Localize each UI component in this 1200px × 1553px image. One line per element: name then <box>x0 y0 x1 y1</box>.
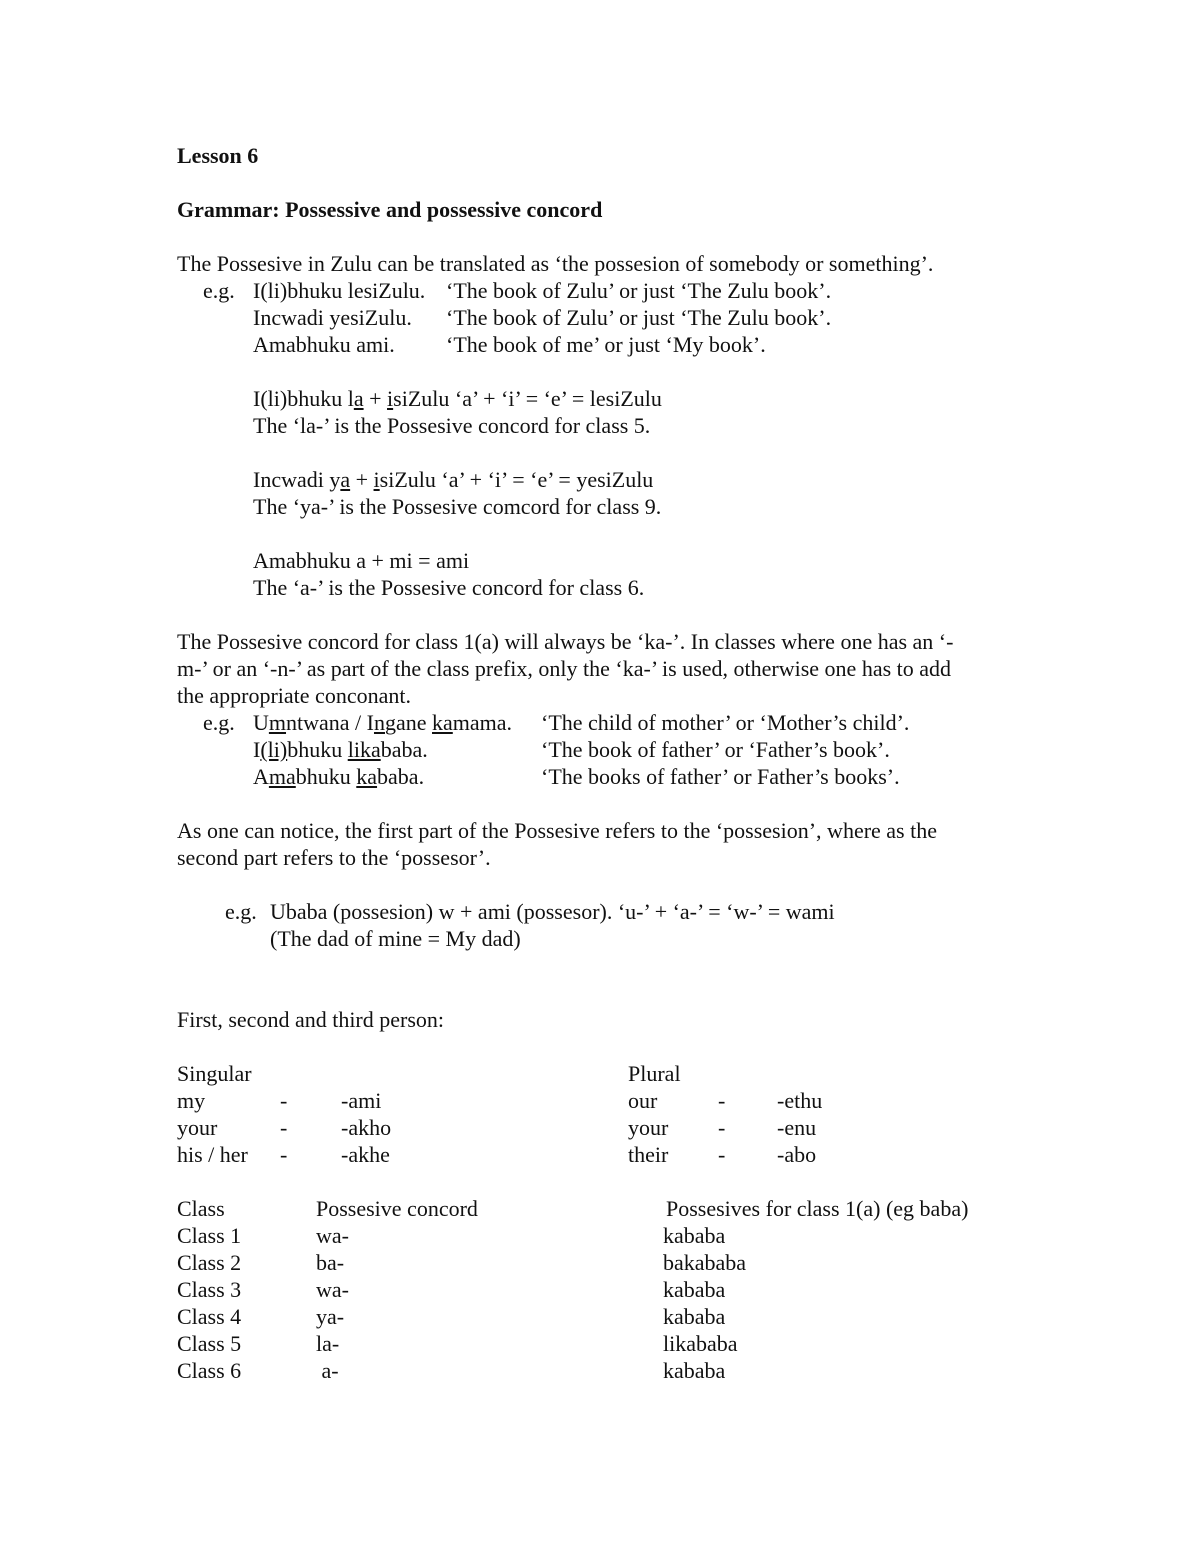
person-word: your <box>177 1115 218 1140</box>
example-zulu: I(li)bhuku likababa. <box>253 737 428 762</box>
person-dash: - <box>280 1088 288 1113</box>
person-word: our <box>628 1088 658 1113</box>
example-zulu: I(li)bhuku lesiZulu. <box>253 278 426 303</box>
person-dash: - <box>280 1115 288 1140</box>
table-cell: kababa <box>663 1304 726 1329</box>
table-header: Possesive concord <box>316 1196 478 1221</box>
table-cell: Class 1 <box>177 1223 242 1248</box>
table-cell: kababa <box>663 1358 726 1383</box>
concord-vowel: a <box>353 386 364 411</box>
paragraph-line: second part refers to the ‘possesor’. <box>177 845 491 870</box>
example-zulu: Incwadi yesiZulu. <box>253 305 412 330</box>
table-cell: a- <box>316 1358 339 1383</box>
concord-vowel: a <box>340 467 351 492</box>
example-label: e.g. <box>203 278 235 303</box>
table-cell: Class 4 <box>177 1304 242 1329</box>
example-english: ‘The books of father’ or Father’s books’. <box>541 764 900 789</box>
person-dash: - <box>718 1142 726 1167</box>
person-word: your <box>628 1115 669 1140</box>
derivation-formula: I(li)bhuku la + isiZulu ‘a’ + ‘i’ = ‘e’ = lesiZulu <box>253 386 662 411</box>
example-english: ‘The book of Zulu’ or just ‘The Zulu book’. <box>446 278 832 303</box>
table-cell: kababa <box>663 1277 726 1302</box>
example-english: ‘The child of mother’ or ‘Mother’s child’. <box>541 710 910 735</box>
person-suffix: -akhe <box>341 1142 390 1167</box>
person-dash: - <box>718 1088 726 1113</box>
person-suffix: -ami <box>341 1088 382 1113</box>
table-cell: kababa <box>663 1223 726 1248</box>
table-cell: Class 6 <box>177 1358 242 1383</box>
table-cell: Class 3 <box>177 1277 242 1302</box>
example-english: ‘The book of father’ or ‘Father’s book’. <box>541 737 890 762</box>
table-cell: ba- <box>316 1250 345 1275</box>
derivation-formula: Amabhuku a + mi = ami <box>253 548 470 573</box>
derivation-note: The ‘la-’ is the Possesive concord for class 5. <box>253 413 651 438</box>
example-zulu: Amabhuku ami. <box>253 332 395 357</box>
intro-paragraph: The Possesive in Zulu can be translated as ‘the possesion of somebody or something’. <box>177 251 934 276</box>
paragraph-line: m-’ or an ‘-n-’ as part of the class prefix, only the ‘ka-’ is used, otherwise one has to add <box>177 656 952 681</box>
example-line: (The dad of mine = My dad) <box>270 926 521 951</box>
example-line: Ubaba (possesion) w + ami (possesor). ‘u-’ + ‘a-’ = ‘w-’ = wami <box>270 899 835 924</box>
example-label: e.g. <box>225 899 257 924</box>
example-english: ‘The book of Zulu’ or just ‘The Zulu book’. <box>446 305 832 330</box>
table-cell: bakababa <box>663 1250 747 1275</box>
table-cell: Class 2 <box>177 1250 242 1275</box>
derivation-noun: Incwadi <box>253 467 324 492</box>
table-cell: wa- <box>316 1277 349 1302</box>
derivation-formula: Incwadi ya + isiZulu ‘a’ + ‘i’ = ‘e’ = yesiZulu <box>253 467 654 492</box>
noun-prefix-vowel: i <box>373 467 380 492</box>
persons-heading: First, second and third person: <box>177 1007 445 1032</box>
singular-header: Singular <box>177 1061 252 1086</box>
table-cell: likababa <box>663 1331 738 1356</box>
person-word: their <box>628 1142 669 1167</box>
paragraph-line: the appropriate conconant. <box>177 683 411 708</box>
example-zulu: Umntwana / Ingane kamama. <box>253 710 513 735</box>
person-dash: - <box>718 1115 726 1140</box>
person-suffix: -abo <box>777 1142 817 1167</box>
derivation-note: The ‘a-’ is the Possesive concord for class 6. <box>253 575 645 600</box>
table-cell: wa- <box>316 1223 349 1248</box>
table-header: Class <box>177 1196 225 1221</box>
person-word: my <box>177 1088 206 1113</box>
person-suffix: -akho <box>341 1115 392 1140</box>
example-zulu: Amabhuku kababa. <box>253 764 425 789</box>
person-suffix: -ethu <box>777 1088 823 1113</box>
derivation-noun: I(li)bhuku <box>253 386 343 411</box>
table-header: Possesives for class 1(a) (eg baba) <box>666 1196 969 1221</box>
person-dash: - <box>280 1142 288 1167</box>
derivation-note: The ‘ya-’ is the Possesive comcord for class 9. <box>253 494 662 519</box>
table-cell: ya- <box>316 1304 345 1329</box>
example-label: e.g. <box>203 710 235 735</box>
lesson-title: Lesson 6 <box>177 143 259 168</box>
grammar-heading: Grammar: Possessive and possessive concord <box>177 197 603 222</box>
paragraph-line: The Possesive concord for class 1(a) will always be ‘ka-’. In classes where one has an ‘- <box>177 629 954 654</box>
table-cell: Class 5 <box>177 1331 242 1356</box>
person-suffix: -enu <box>777 1115 817 1140</box>
paragraph-line: As one can notice, the first part of the Possesive refers to the ‘possesion’, where as the <box>177 818 937 843</box>
plural-header: Plural <box>628 1061 681 1086</box>
example-english: ‘The book of me’ or just ‘My book’. <box>446 332 766 357</box>
person-word: his / her <box>177 1142 248 1167</box>
noun-prefix-vowel: i <box>387 386 394 411</box>
table-cell: la- <box>316 1331 340 1356</box>
